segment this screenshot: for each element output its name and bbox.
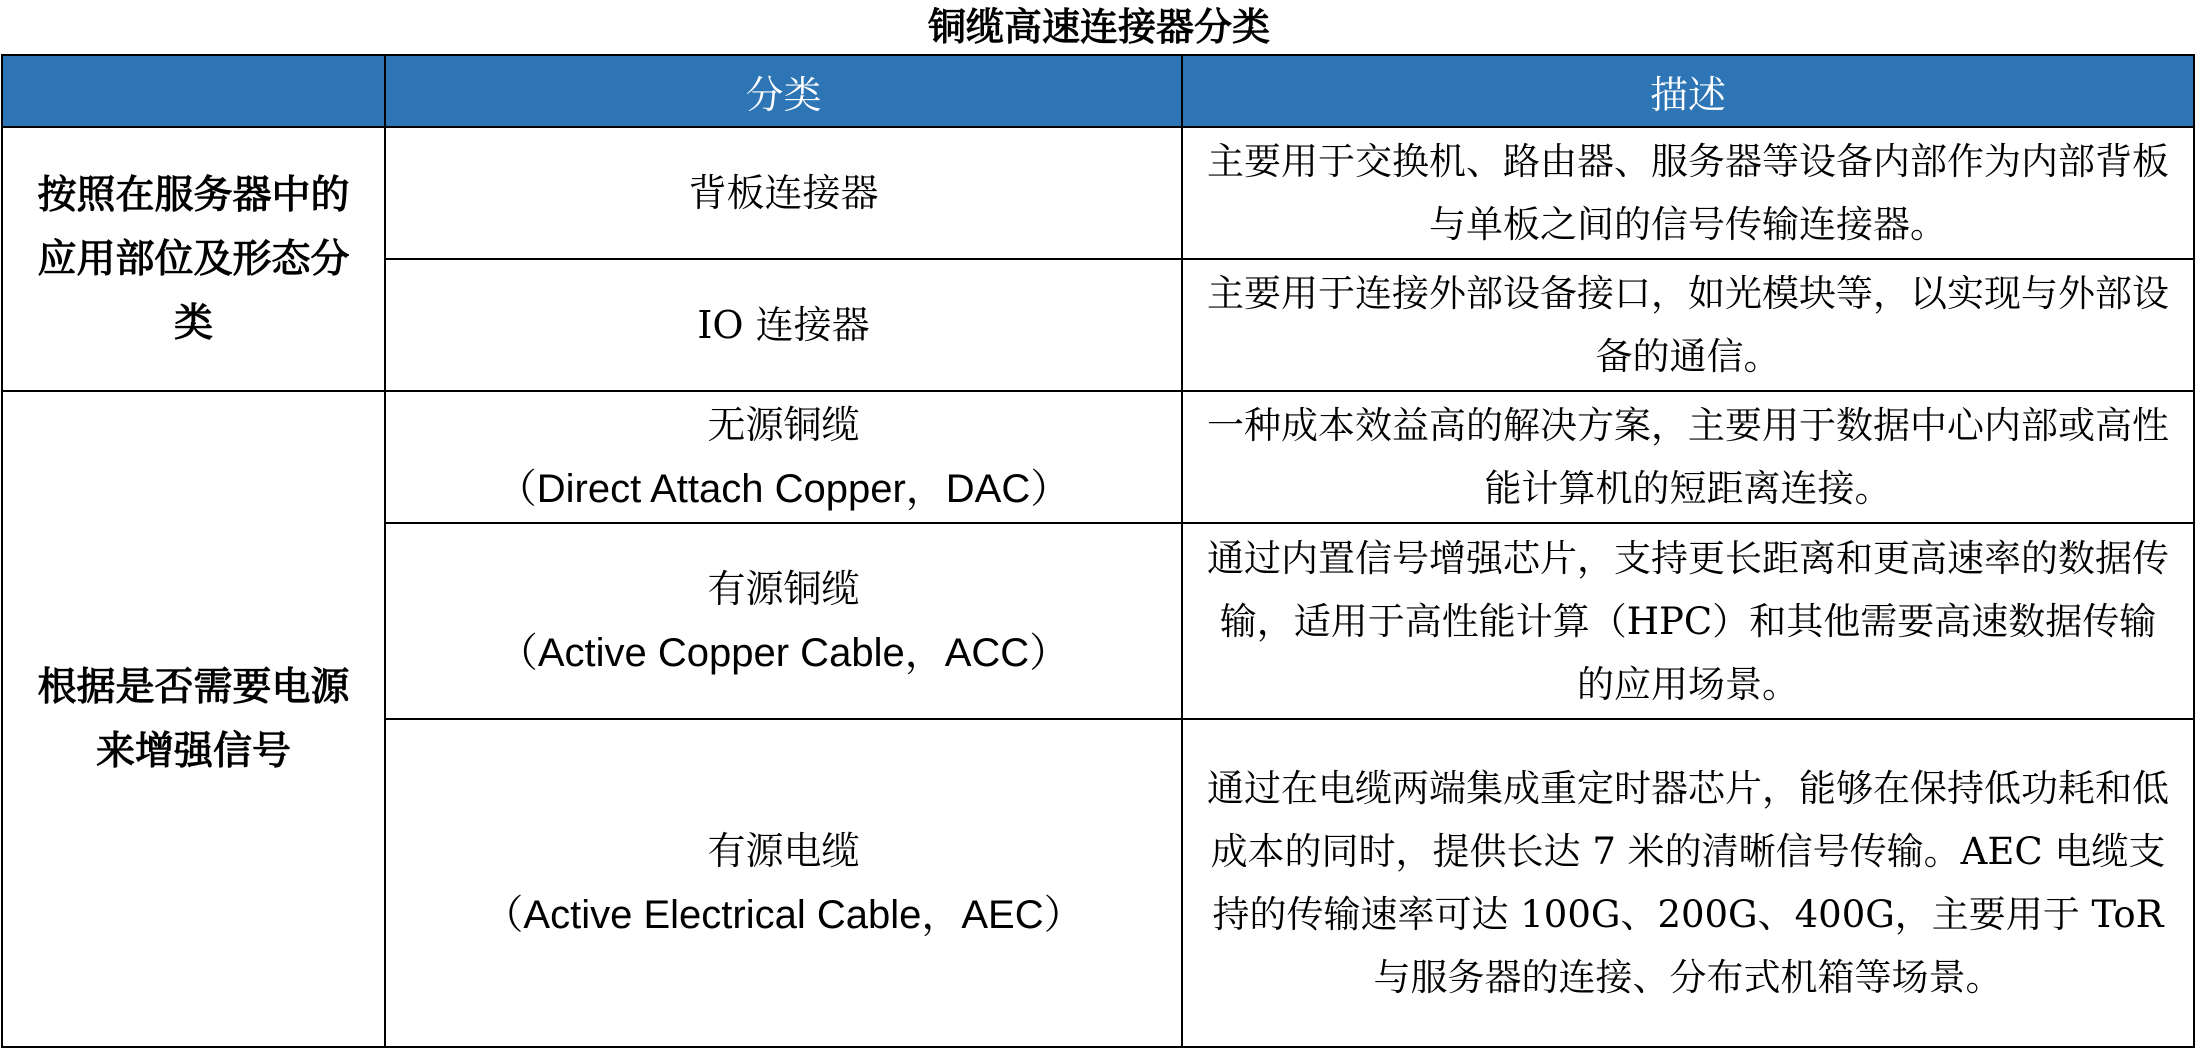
category-name: 有源铜缆	[707, 567, 860, 611]
description-cell: 主要用于交换机、路由器、服务器等设备内部作为内部背板与单板之间的信号传输连接器。	[1182, 127, 2194, 259]
header-row	[2, 55, 2194, 127]
header-description: 描述	[1182, 55, 2194, 127]
category-cell	[385, 391, 1182, 523]
category-english-name: （Active Electrical Cable，AEC）	[483, 893, 1084, 937]
category-name: 背板连接器	[688, 171, 879, 215]
description-cell: 通过在电缆两端集成重定时器芯片，能够在保持低功耗和低成本的同时，提供长达 7 米的清晰信号传输。AEC 电缆支持的传输速率可达 100G、200G、400G，主要用于 ToR 与服务器的连接、分布式机箱等场景。	[1182, 719, 2194, 1047]
category-name: 有源电缆	[707, 829, 860, 873]
table-title: 铜缆高速连接器分类	[927, 4, 1270, 49]
category-name: IO 连接器	[697, 303, 870, 347]
category-cell	[385, 127, 1182, 259]
category-english-name: （Active Copper Cable，ACC）	[497, 631, 1070, 675]
classification-table	[1, 54, 2195, 1048]
group-label-power: 根据是否需要电源来增强信号	[2, 391, 385, 1047]
header-group	[2, 55, 385, 127]
description-cell: 主要用于连接外部设备接口，如光模块等，以实现与外部设备的通信。	[1182, 259, 2194, 391]
header-category: 分类	[385, 55, 1182, 127]
category-cell	[385, 719, 1182, 1047]
category-name: 无源铜缆	[707, 403, 860, 447]
description-cell: 通过内置信号增强芯片，支持更长距离和更高速率的数据传输，适用于高性能计算（HPC）和其他需要高速数据传输的应用场景。	[1182, 523, 2194, 719]
table-row	[2, 127, 2194, 259]
group-label-form: 按照在服务器中的应用部位及形态分类	[2, 127, 385, 391]
description-cell: 一种成本效益高的解决方案，主要用于数据中心内部或高性能计算机的短距离连接。	[1182, 391, 2194, 523]
category-cell	[385, 523, 1182, 719]
category-english-name: （Direct Attach Copper，DAC）	[496, 467, 1071, 511]
category-cell	[385, 259, 1182, 391]
table-row	[2, 391, 2194, 523]
